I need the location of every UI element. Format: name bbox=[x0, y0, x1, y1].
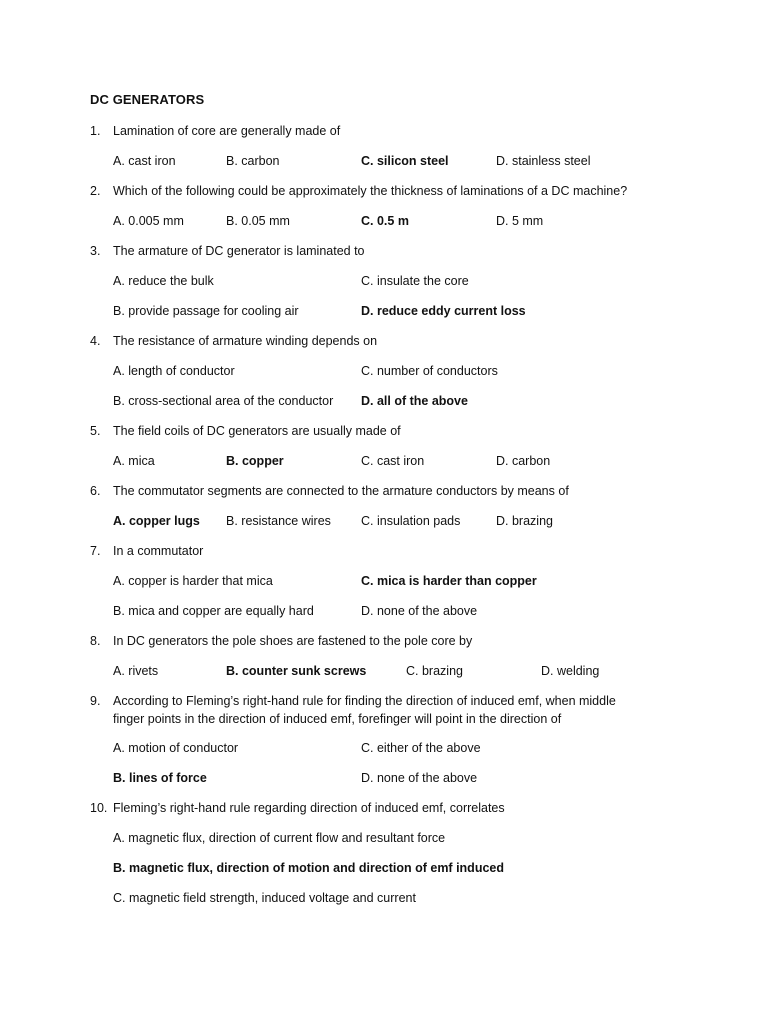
question-text: In a commutator bbox=[113, 544, 204, 558]
option: A. cast iron bbox=[113, 154, 176, 168]
option-correct: A. copper lugs bbox=[113, 514, 200, 528]
option-correct: B. copper bbox=[226, 454, 284, 468]
option-correct: B. lines of force bbox=[113, 771, 207, 785]
question-1 bbox=[90, 122, 650, 140]
option-correct: C. silicon steel bbox=[361, 154, 449, 168]
option: A. copper is harder that mica bbox=[113, 574, 273, 588]
question-8 bbox=[90, 632, 650, 650]
question-text: Fleming’s right-hand rule regarding direction of induced emf, correlates bbox=[113, 801, 505, 815]
question-3 bbox=[90, 242, 650, 260]
option-correct: B. counter sunk screws bbox=[226, 664, 367, 678]
option: B. provide passage for cooling air bbox=[113, 304, 299, 318]
question-number: 9. bbox=[90, 694, 101, 708]
question-text: The resistance of armature winding depends on bbox=[113, 334, 378, 348]
option-correct: D. all of the above bbox=[361, 394, 468, 408]
question-number: 7. bbox=[90, 544, 101, 558]
option: A. length of conductor bbox=[113, 364, 235, 378]
question-text: Which of the following could be approximately the thickness of laminations of a DC machine? bbox=[113, 184, 628, 198]
question-number: 5. bbox=[90, 424, 101, 438]
document-title: DC GENERATORS bbox=[90, 92, 205, 107]
question-4 bbox=[90, 332, 650, 350]
option: B. mica and copper are equally hard bbox=[113, 604, 314, 618]
option: A. rivets bbox=[113, 664, 159, 678]
option: C. number of conductors bbox=[361, 364, 498, 378]
option: D. brazing bbox=[496, 514, 553, 528]
question-text: The armature of DC generator is laminated to bbox=[113, 244, 365, 258]
option: D. none of the above bbox=[361, 604, 478, 618]
question-5 bbox=[90, 422, 650, 440]
question-number: 1. bbox=[90, 124, 101, 138]
option-correct: D. reduce eddy current loss bbox=[361, 304, 526, 318]
question-text: According to Fleming’s right-hand rule for finding the direction of induced emf, when middle finger points in the direction of induced emf, forefinger will point in the direction of bbox=[113, 694, 616, 726]
question-text: The commutator segments are connected to the armature conductors by means of bbox=[113, 484, 569, 498]
question-number: 8. bbox=[90, 634, 101, 648]
option: C. insulate the core bbox=[361, 274, 469, 288]
option: A. 0.005 mm bbox=[113, 214, 184, 228]
option: C. cast iron bbox=[361, 454, 425, 468]
option: B. resistance wires bbox=[226, 514, 331, 528]
option: C. magnetic field strength, induced voltage and current bbox=[113, 891, 416, 905]
option-correct: C. 0.5 m bbox=[361, 214, 409, 228]
option: A. magnetic flux, direction of current flow and resultant force bbox=[113, 831, 446, 845]
option: B. cross-sectional area of the conductor bbox=[113, 394, 334, 408]
question-number: 10. bbox=[90, 801, 108, 815]
question-number: 6. bbox=[90, 484, 101, 498]
option: D. welding bbox=[541, 664, 600, 678]
option-correct: C. mica is harder than copper bbox=[361, 574, 537, 588]
option: D. carbon bbox=[496, 454, 551, 468]
option: A. motion of conductor bbox=[113, 741, 239, 755]
option: B. 0.05 mm bbox=[226, 214, 290, 228]
option: A. reduce the bulk bbox=[113, 274, 214, 288]
question-number: 4. bbox=[90, 334, 101, 348]
option: B. carbon bbox=[226, 154, 280, 168]
option: D. 5 mm bbox=[496, 214, 544, 228]
question-text: Lamination of core are generally made of bbox=[113, 124, 341, 138]
option: C. either of the above bbox=[361, 741, 481, 755]
question-7 bbox=[90, 542, 650, 560]
question-6 bbox=[90, 482, 650, 500]
option: C. brazing bbox=[406, 664, 463, 678]
question-10 bbox=[90, 799, 650, 817]
question-number: 2. bbox=[90, 184, 101, 198]
question-text: The field coils of DC generators are usually made of bbox=[113, 424, 401, 438]
option: A. mica bbox=[113, 454, 155, 468]
option-correct: B. magnetic flux, direction of motion and direction of emf induced bbox=[113, 861, 504, 875]
question-9 bbox=[90, 692, 650, 728]
option: D. none of the above bbox=[361, 771, 478, 785]
question-number: 3. bbox=[90, 244, 101, 258]
option: D. stainless steel bbox=[496, 154, 591, 168]
option: C. insulation pads bbox=[361, 514, 461, 528]
question-2 bbox=[90, 182, 650, 200]
question-text: In DC generators the pole shoes are fastened to the pole core by bbox=[113, 634, 473, 648]
